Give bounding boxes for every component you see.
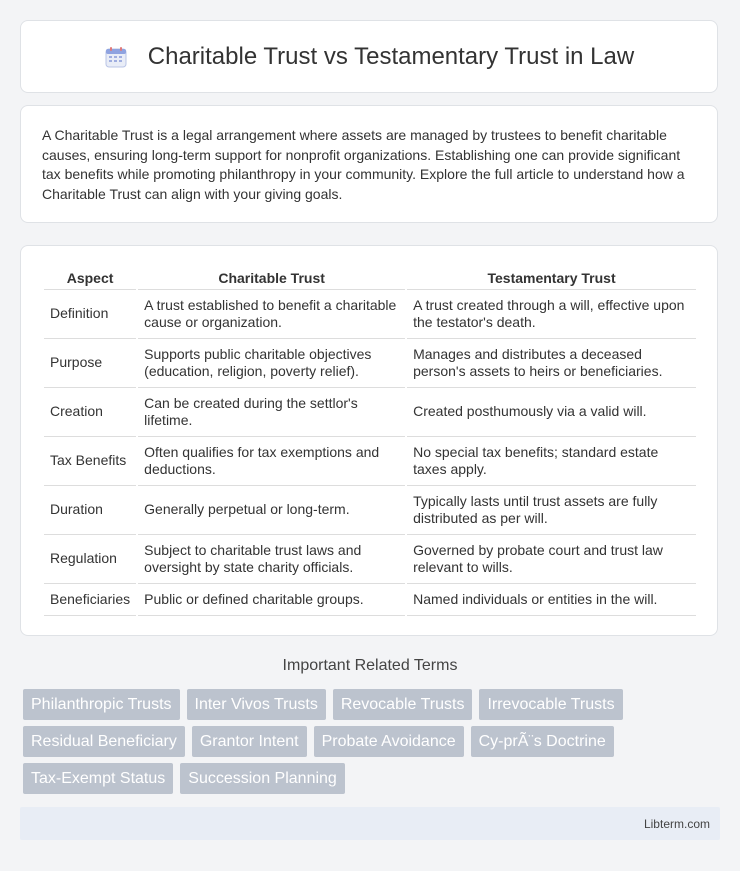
comparison-card: [20, 245, 718, 636]
calendar-icon: [104, 45, 128, 69]
row-charitable: Subject to charitable trust laws and oversight by state charity officials.: [138, 535, 405, 584]
related-term-tag[interactable]: Tax-Exempt Status: [23, 763, 173, 794]
header-aspect: Aspect: [44, 266, 136, 290]
row-testamentary: Manages and distributes a deceased person's assets to heirs or beneficiaries.: [407, 339, 696, 388]
intro-text: A Charitable Trust is a legal arrangement where assets are managed by trustees to benefit charitable causes, ensuring long-term support for nonprofit organizations. Establishing one can provide significant tax benefits while promoting philanthropy in your community. Explore the full article to understand how a Charitable Trust can align with your giving goals.: [42, 127, 685, 202]
table-row: [44, 437, 696, 486]
row-testamentary: No special tax benefits; standard estate taxes apply.: [407, 437, 696, 486]
header-card: [20, 20, 718, 93]
related-term-tag[interactable]: Revocable Trusts: [333, 689, 473, 720]
row-charitable: Often qualifies for tax exemptions and deductions.: [138, 437, 405, 486]
row-testamentary: Typically lasts until trust assets are fully distributed as per will.: [407, 486, 696, 535]
row-testamentary: Named individuals or entities in the will.: [407, 584, 696, 616]
row-aspect: Duration: [44, 486, 136, 535]
table-row: [44, 388, 696, 437]
table-row: [44, 535, 696, 584]
comparison-table: [42, 266, 698, 616]
row-charitable: Supports public charitable objectives (education, religion, poverty relief).: [138, 339, 405, 388]
row-testamentary: Governed by probate court and trust law relevant to wills.: [407, 535, 696, 584]
header-testamentary-trust: Testamentary Trust: [407, 266, 696, 290]
related-term-tag[interactable]: Inter Vivos Trusts: [187, 689, 326, 720]
row-testamentary: A trust created through a will, effective upon the testator's death.: [407, 290, 696, 339]
related-term-tag[interactable]: Probate Avoidance: [314, 726, 464, 757]
row-testamentary: Created posthumously via a valid will.: [407, 388, 696, 437]
table-row: [44, 584, 696, 616]
row-charitable: A trust established to benefit a charitable cause or organization.: [138, 290, 405, 339]
table-row: [44, 290, 696, 339]
page-title: Charitable Trust vs Testamentary Trust in Law: [147, 42, 635, 70]
footer: [20, 807, 720, 840]
footer-site-link[interactable]: Libterm.com: [643, 816, 710, 831]
row-charitable: Can be created during the settlor's lifetime.: [138, 388, 405, 437]
row-charitable: Generally perpetual or long-term.: [138, 486, 405, 535]
row-aspect: Creation: [44, 388, 136, 437]
related-term-tag[interactable]: Irrevocable Trusts: [479, 689, 622, 720]
row-aspect: Tax Benefits: [44, 437, 136, 486]
related-term-tag[interactable]: Philanthropic Trusts: [23, 689, 180, 720]
row-aspect: Regulation: [44, 535, 136, 584]
row-charitable: Public or defined charitable groups.: [138, 584, 405, 616]
row-aspect: Definition: [44, 290, 136, 339]
table-row: [44, 486, 696, 535]
related-terms-title: Important Related Terms: [282, 657, 458, 674]
table-header-row: [44, 266, 696, 290]
related-terms-list: [23, 689, 723, 800]
header-charitable-trust: Charitable Trust: [138, 266, 405, 290]
row-aspect: Purpose: [44, 339, 136, 388]
intro-card: [20, 105, 718, 223]
related-term-tag[interactable]: Cy-prÃ¨s Doctrine: [471, 726, 614, 757]
related-term-tag[interactable]: Succession Planning: [180, 763, 345, 794]
related-term-tag[interactable]: Grantor Intent: [192, 726, 307, 757]
row-aspect: Beneficiaries: [44, 584, 136, 616]
table-row: [44, 339, 696, 388]
related-term-tag[interactable]: Residual Beneficiary: [23, 726, 185, 757]
